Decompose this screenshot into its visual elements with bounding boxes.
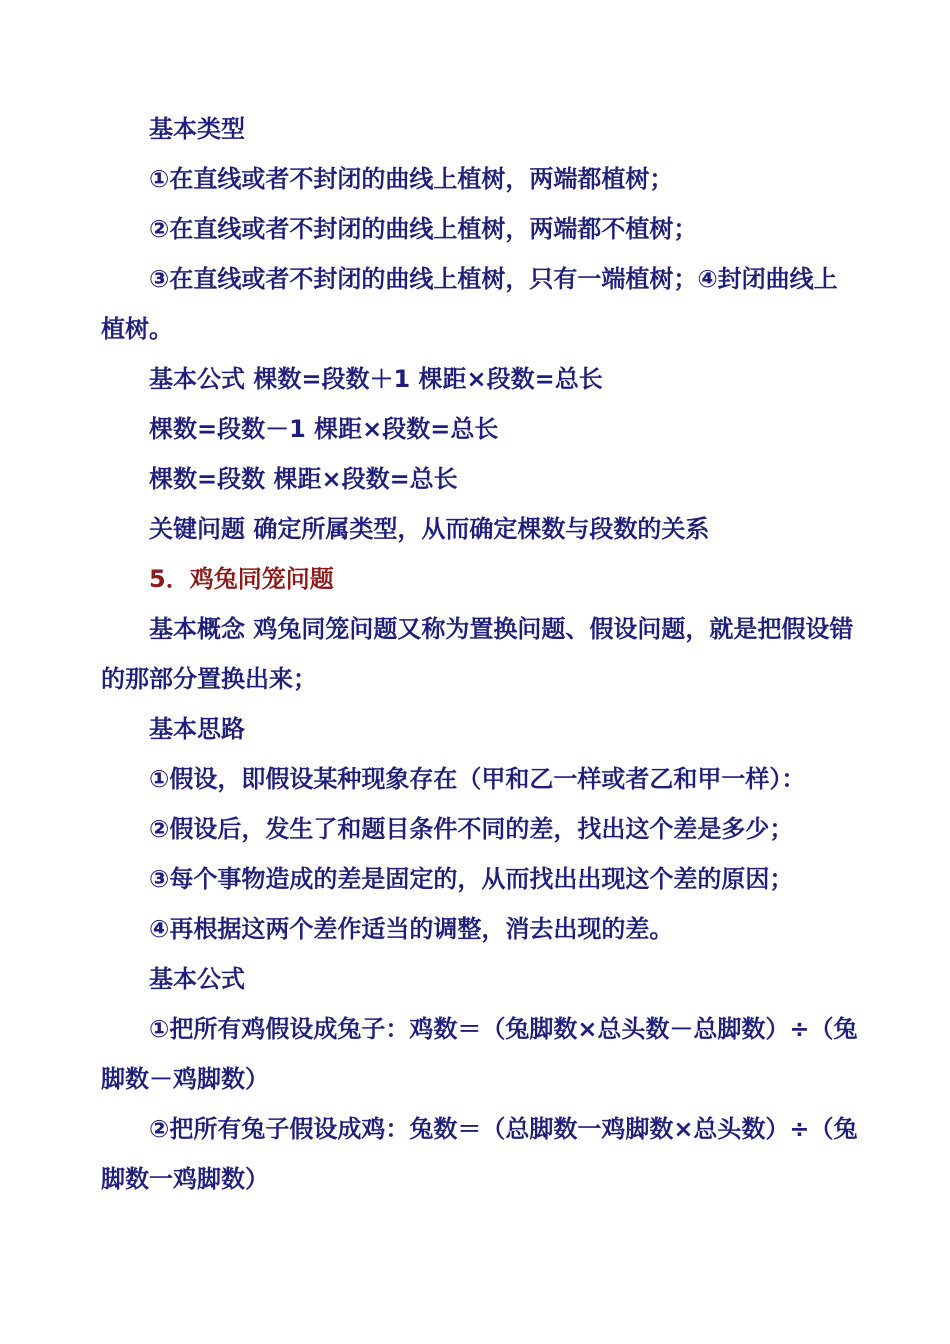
paragraph-formula-3: 棵数=段数 棵距×段数=总长: [149, 465, 458, 493]
paragraph-approach-1: ①假设，即假设某种现象存在（甲和乙一样或者乙和甲一样）：: [149, 765, 806, 793]
paragraph-formula-rabbit: ②把所有兔子假设成鸡：兔数＝（总脚数一鸡脚数×总头数）÷（兔脚数一鸡脚数）: [101, 1115, 858, 1193]
paragraph-basic-concept: 基本概念 鸡兔同笼问题又称为置换问题、假设问题，就是把假设错的那部分置换出来；: [101, 615, 854, 693]
paragraph-basic-types: 基本类型: [149, 115, 245, 143]
paragraph-basic-formula: 基本公式: [149, 965, 245, 993]
paragraph-approach-2: ②假设后，发生了和题目条件不同的差，找出这个差是多少；: [149, 815, 794, 843]
document-body: [101, 104, 861, 1204]
paragraph-type-2: ②在直线或者不封闭的曲线上植树，两端都不植树；: [149, 215, 698, 243]
paragraph-formula-2: 棵数=段数－1 棵距×段数=总长: [149, 415, 499, 443]
paragraph-formula-1: 基本公式 棵数=段数＋1 棵距×段数=总长: [149, 365, 603, 393]
paragraph-approach-4: ④再根据这两个差作适当的调整，消去出现的差。: [149, 915, 674, 943]
paragraph-key-problem: 关键问题 确定所属类型，从而确定棵数与段数的关系: [149, 515, 710, 543]
paragraph-type-1: ①在直线或者不封闭的曲线上植树，两端都植树；: [149, 165, 674, 193]
section-heading: 5．鸡兔同笼问题: [149, 565, 334, 593]
paragraph-type-3-4: ③在直线或者不封闭的曲线上植树，只有一端植树；④封闭曲线上植树。: [101, 265, 838, 343]
paragraph-approach-3: ③每个事物造成的差是固定的，从而找出出现这个差的原因；: [149, 865, 794, 893]
paragraph-basic-approach: 基本思路: [149, 715, 245, 743]
paragraph-formula-chicken: ①把所有鸡假设成兔子：鸡数＝（兔脚数×总头数－总脚数）÷（兔脚数－鸡脚数）: [101, 1015, 858, 1093]
